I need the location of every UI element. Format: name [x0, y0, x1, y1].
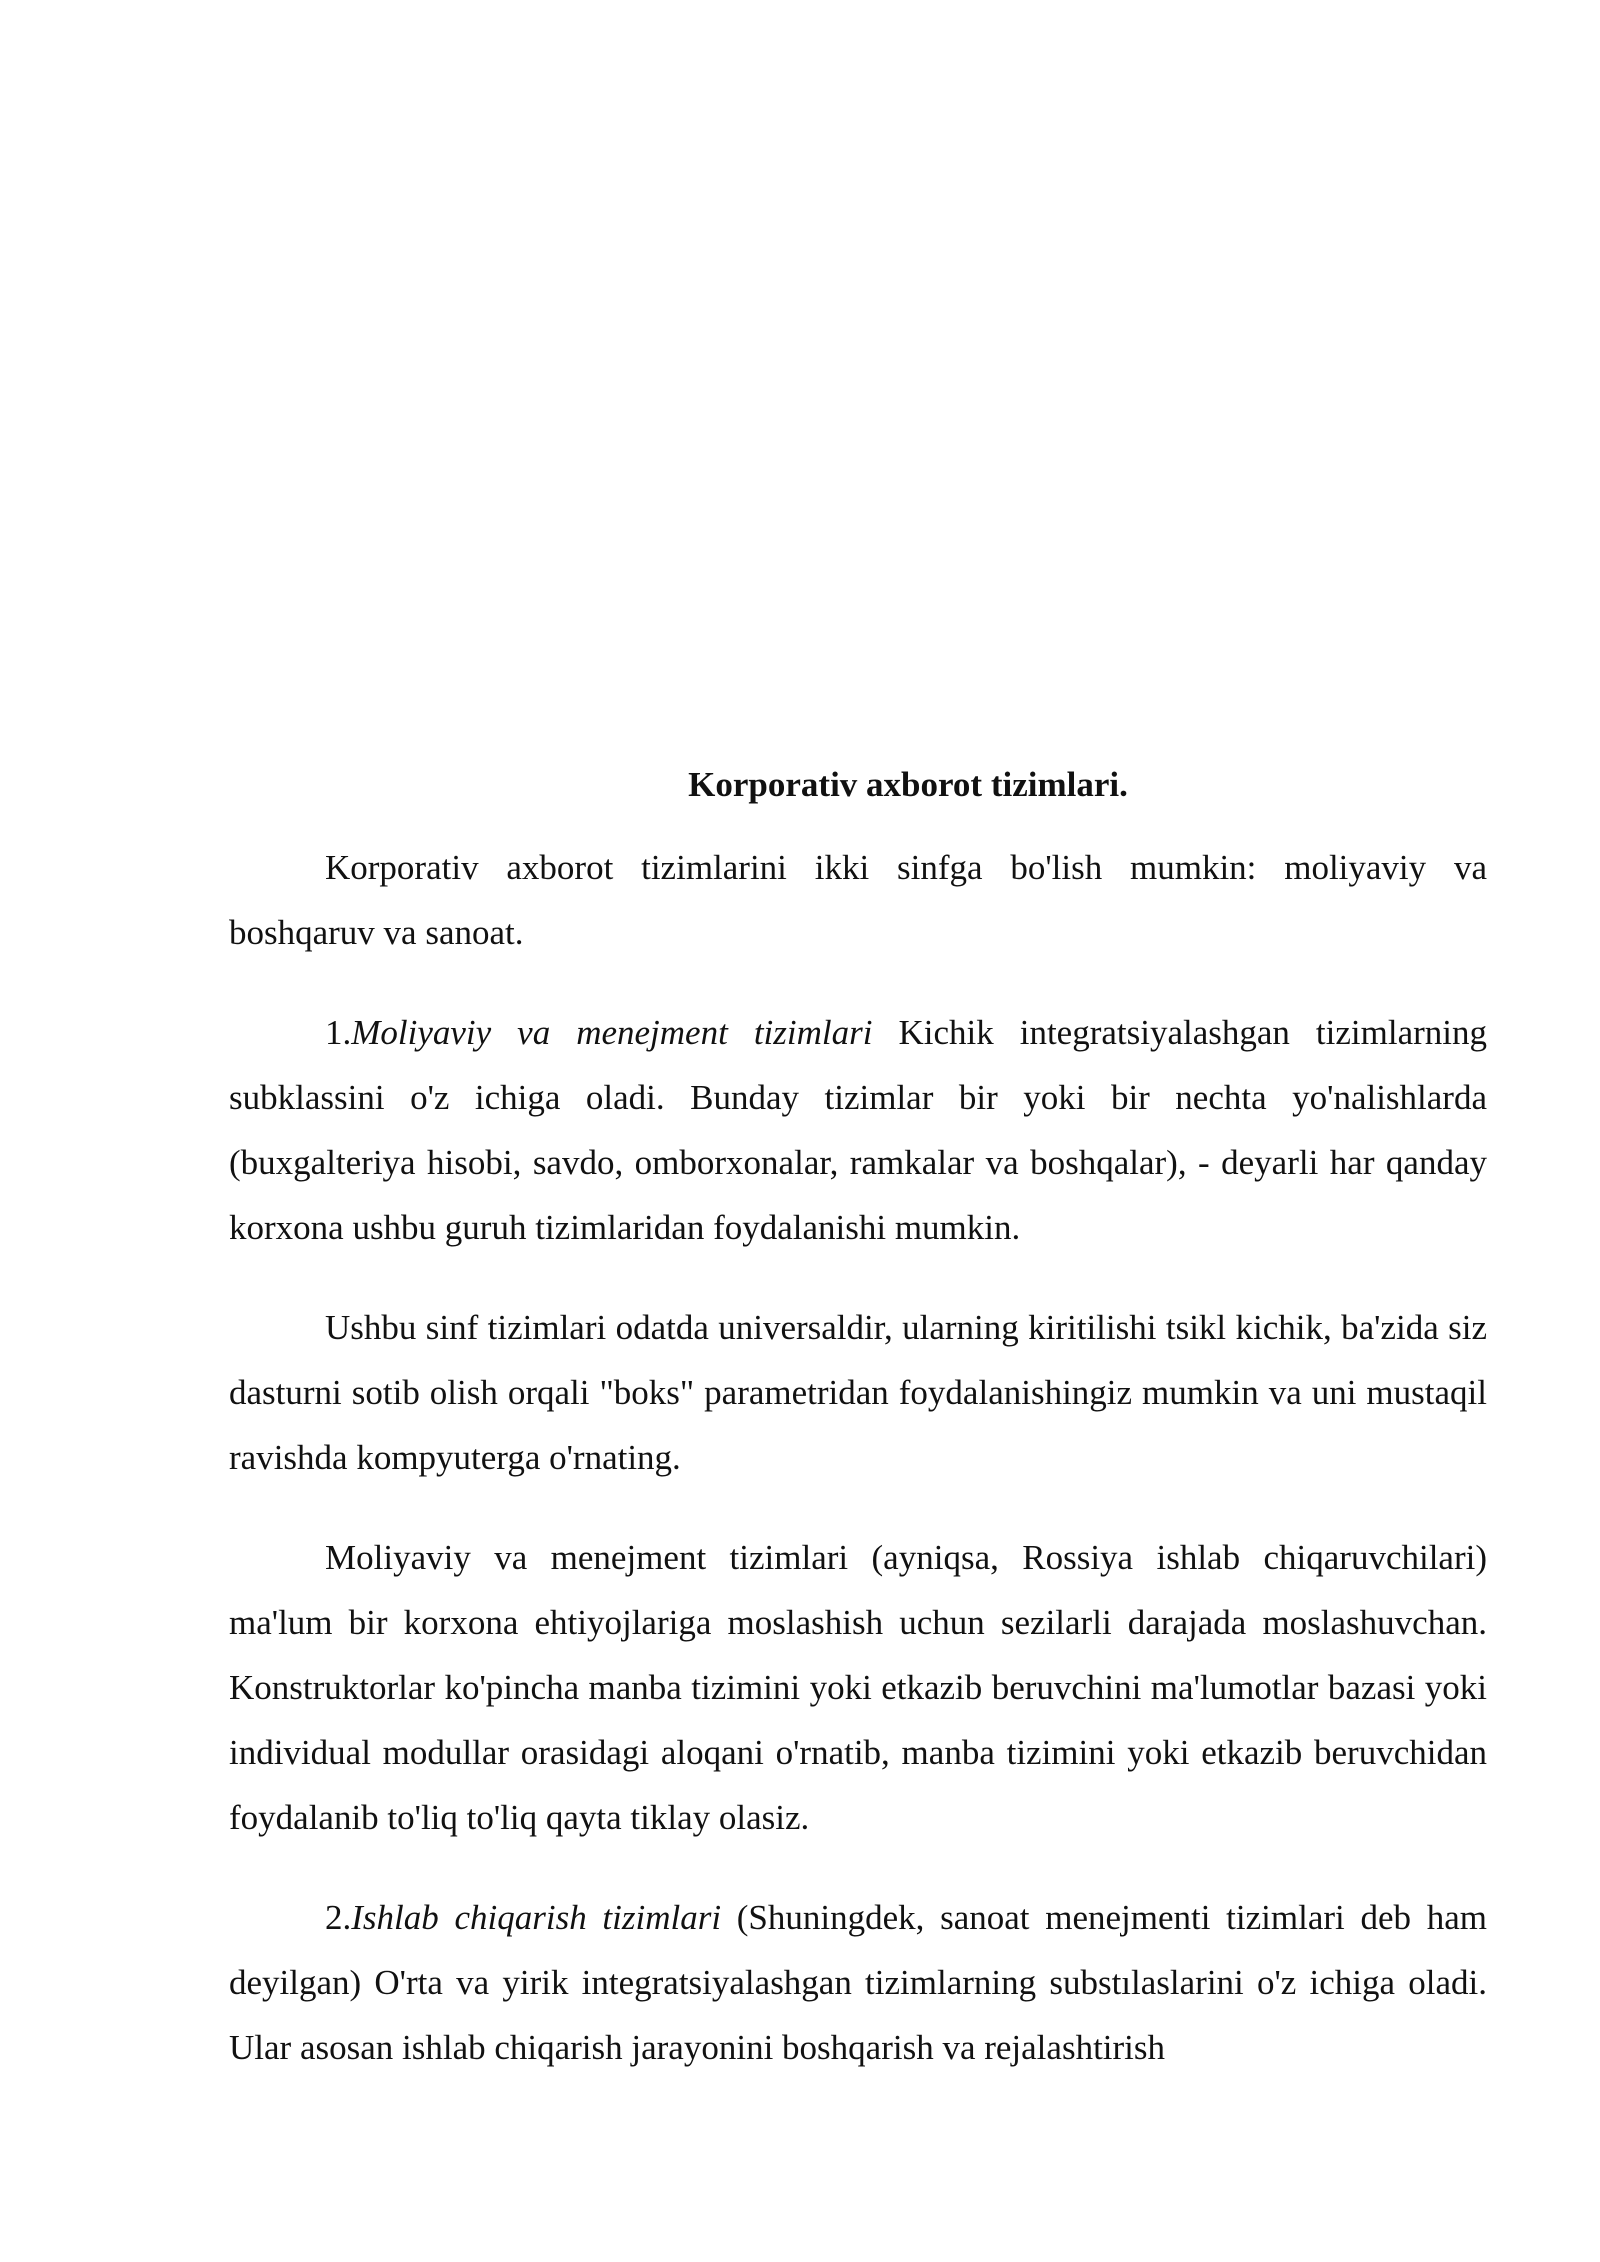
- paragraph-text: Moliyaviy va menejment tizimlari (ayniqsa, Rossiya ishlab chiqaruvchilari) ma'lum bir korxona ehtiyojlariga moslashish uchun sezilarli darajada moslashuvchan. Konstruktorlar ko'pincha manba tizimini yoki etkazib beruvchini ma'lumotlar bazasi yoki individual modullar orasidagi aloqani o'rnatib, manba tizimini yoki etkazib beruvchidan foydalanib to'liq to'liq qayta tiklay olasiz.: [229, 1538, 1487, 1837]
- document-body: [229, 755, 1487, 2080]
- paragraph-flexibility: [229, 1525, 1487, 1850]
- italic-term: Ishlab chiqarish tizimlari: [351, 1898, 722, 1937]
- italic-term: Moliyaviy va menejment tizimlari: [351, 1013, 873, 1052]
- paragraph-text: (Shuningdek, sanoat menejmenti tizimlari deb ham deyilgan) O'rta va yirik integratsiyalashgan tizimlarning substılaslarini o'z ichiga oladi. Ular asosan ishlab chiqarish jarayonini boshqarish va rejalashtirish: [229, 1898, 1487, 2067]
- document-title: Korporativ axborot tizimlari.: [688, 765, 1128, 804]
- list-number: 1.: [325, 1013, 352, 1052]
- paragraph-text: Korporativ axborot tizimlarini ikki sinfga bo'lish mumkin: moliyaviy va boshqaruv va sanoat.: [229, 848, 1487, 952]
- paragraph-text: Kichik integratsiyalashgan tizimlarning subklassini o'z ichiga oladi. Bunday tizimlar bir yoki bir nechta yo'nalishlarda (buxgalteriya hisobi, savdo, omborxonalar, ramkalar va boshqalar), - deyarli har qanday korxona ushbu guruh tizimlaridan foydalanishi mumkin.: [229, 1013, 1487, 1247]
- paragraph-universal-systems: [229, 1295, 1487, 1490]
- paragraph-text: Ushbu sinf tizimlari odatda universaldir, ularning kiritilishi tsikl kichik, ba'zida siz dasturni sotib olish orqali "boks" parametridan foydalanishingiz mumkin va uni mustaqil ravishda kompyuterga o'rnating.: [229, 1308, 1487, 1477]
- list-number: 2.: [325, 1898, 352, 1937]
- paragraph-intro: [229, 835, 1487, 965]
- paragraph-production-systems: [229, 1885, 1487, 2080]
- paragraph-financial-systems: [229, 1000, 1487, 1260]
